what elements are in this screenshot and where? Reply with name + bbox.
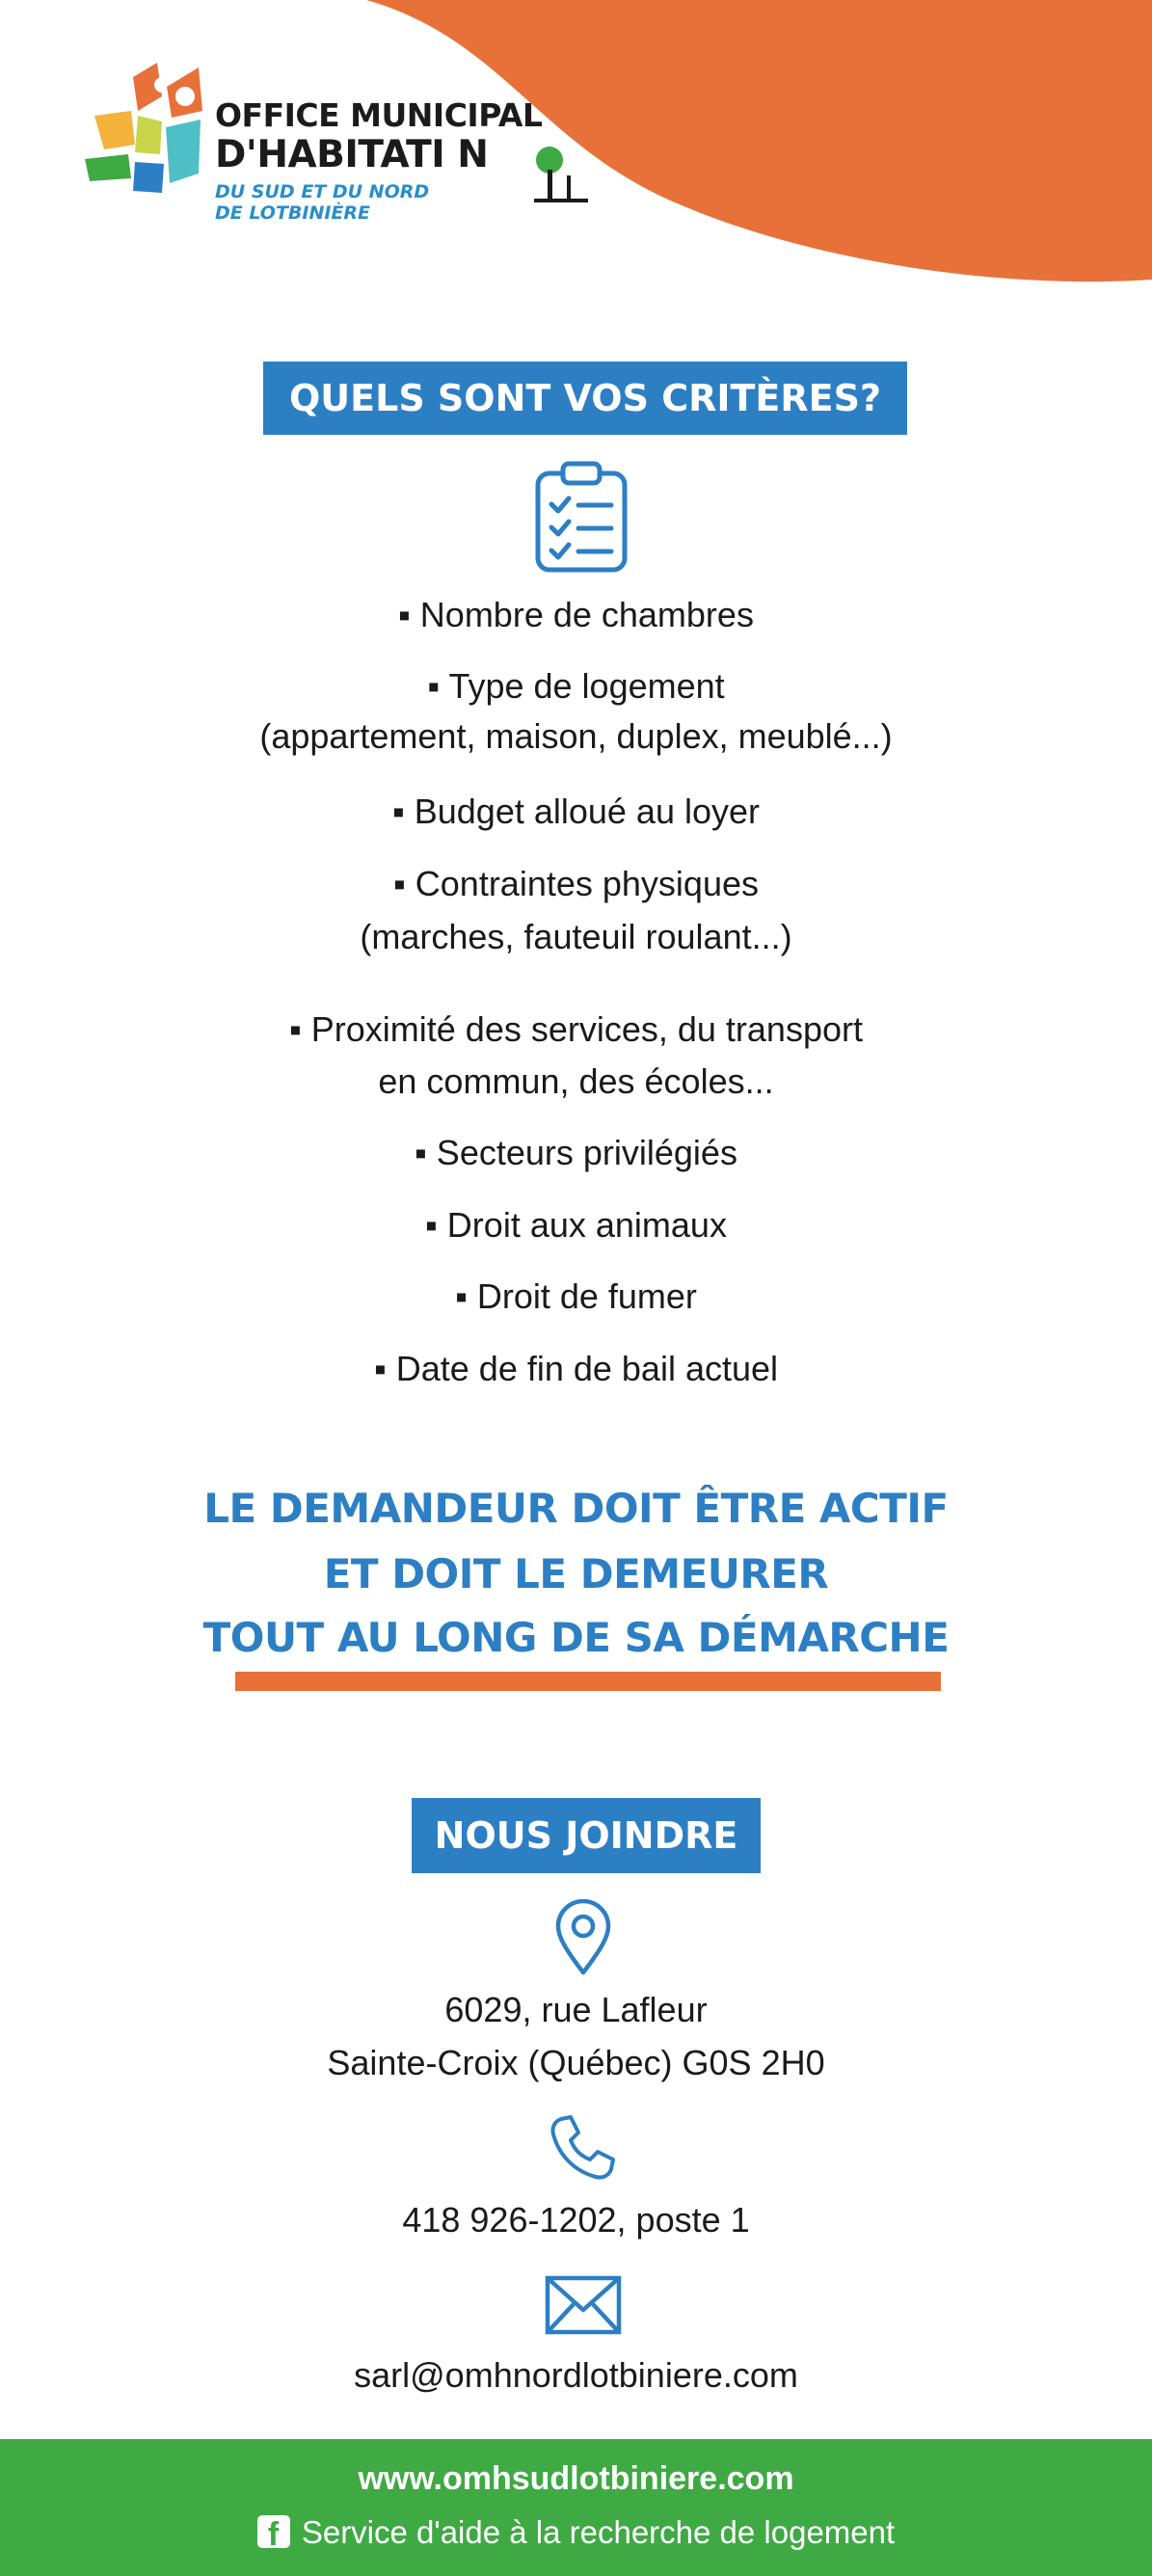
logo-title-line1: OFFICE MUNICIPAL [215,96,543,134]
list-item: ▪ Proximité des services, du transport [289,1009,863,1049]
list-item: ▪ Nombre de chambres [398,595,754,634]
phone-icon [548,2113,617,2183]
list-item: (appartement, maison, duplex, meublé...) [259,716,893,756]
logo-subtitle-line2: DE LOTBINIÈRE [215,202,371,224]
list-item: ▪ Date de fin de bail actuel [373,1349,779,1388]
facebook-icon: f [257,2515,290,2548]
list-item: ▪ Secteurs privilégiés [415,1133,737,1172]
facebook-link[interactable] [0,2514,1152,2551]
notice-line2: ET DOIT LE DEMEURER [323,1550,829,1597]
logo-mark-icon [85,58,205,202]
phone-number[interactable]: 418 926-1202, poste 1 [402,2200,750,2240]
address-line1: 6029, rue Lafleur [444,1990,708,2029]
facebook-label: Service d'aide à la recherche de logement [301,2514,896,2550]
website-link[interactable]: www.omhsudlotbiniere.com [358,2460,794,2497]
list-item: ▪ Droit aux animaux [425,1205,727,1245]
omh-logo [85,58,548,251]
list-item: ▪ Droit de fumer [455,1276,697,1316]
tree-icon [528,143,596,210]
logo-title-line2: D'HABITATI N [215,133,489,176]
criteria-heading: QUELS SONT VOS CRITÈRES? [263,362,907,435]
map-pin-icon [554,1899,612,1976]
list-item: ▪ Type de logement [427,666,725,706]
email-link[interactable]: sarl@omhnordlotbiniere.com [354,2355,798,2395]
notice-line3: TOUT AU LONG DE SA DÉMARCHE [202,1614,950,1661]
orange-divider [235,1672,941,1691]
footer-bar [0,2439,1152,2576]
clipboard-checklist-icon [532,458,630,574]
list-item: ▪ Contraintes physiques [393,864,759,903]
list-item: en commun, des écoles... [378,1061,774,1101]
address-line2: Sainte-Croix (Québec) G0S 2H0 [327,2043,825,2082]
envelope-icon [545,2275,622,2335]
list-item: (marches, fauteuil roulant...) [360,917,792,956]
logo-subtitle-line1: DU SUD ET DU NORD [215,181,430,202]
list-item: ▪ Budget alloué au loyer [391,792,761,831]
contact-heading: NOUS JOINDRE [412,1798,761,1873]
notice-line1: LE DEMANDEUR DOIT ÊTRE ACTIF [203,1485,949,1532]
